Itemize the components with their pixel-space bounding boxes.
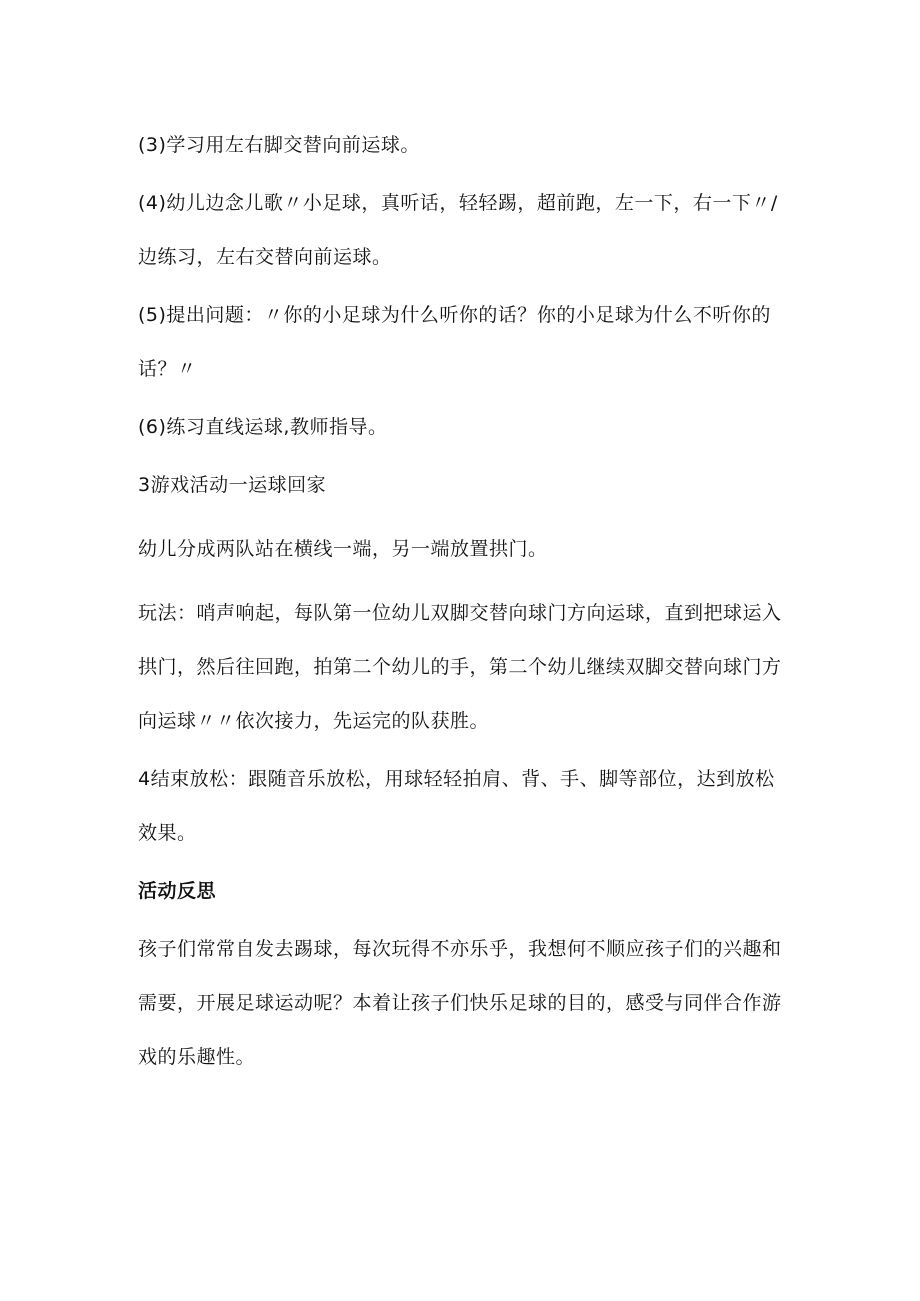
document-body — [138, 118, 788, 1084]
section-4-cooldown: 4结束放松：跟随音乐放松，用球轻轻拍肩、背、手、脚等部位，达到放松效果。 — [138, 768, 775, 844]
step-4: (4)幼儿边念儿歌〃小足球，真听话，轻轻踢，超前跑，左一下，右一下〃/边练习，左右交替向前运球。 — [138, 192, 778, 268]
reflection-heading: 活动反思 — [138, 880, 217, 902]
step-3: (3)学习用左右脚交替向前运球。 — [138, 134, 420, 156]
step-5: (5)提出问题：〃你的小足球为什么听你的话？你的小足球为什么不听你的话？〃 — [138, 304, 771, 380]
section-3-rules: 玩法：哨声响起，每队第一位幼儿双脚交替向球门方向运球，直到把球运入拱门，然后往回跑，拍第二个幼儿的手，第二个幼儿继续双脚交替向球门方向运球〃〃依次接力，先运完的队获胜。 — [138, 602, 782, 732]
reflection-text: 孩子们常常自发去踢球，每次玩得不亦乐乎，我想何不顺应孩子们的兴趣和需要，开展足球运动呢？本着让孩子们快乐足球的目的，感受与同伴合作游戏的乐趣性。 — [138, 938, 782, 1068]
section-3-title: 3游戏活动一运球回家 — [138, 474, 327, 496]
section-3-setup: 幼儿分成两队站在横线一端，另一端放置拱门。 — [138, 538, 548, 560]
step-6: (6)练习直线运球,教师指导。 — [138, 416, 388, 438]
